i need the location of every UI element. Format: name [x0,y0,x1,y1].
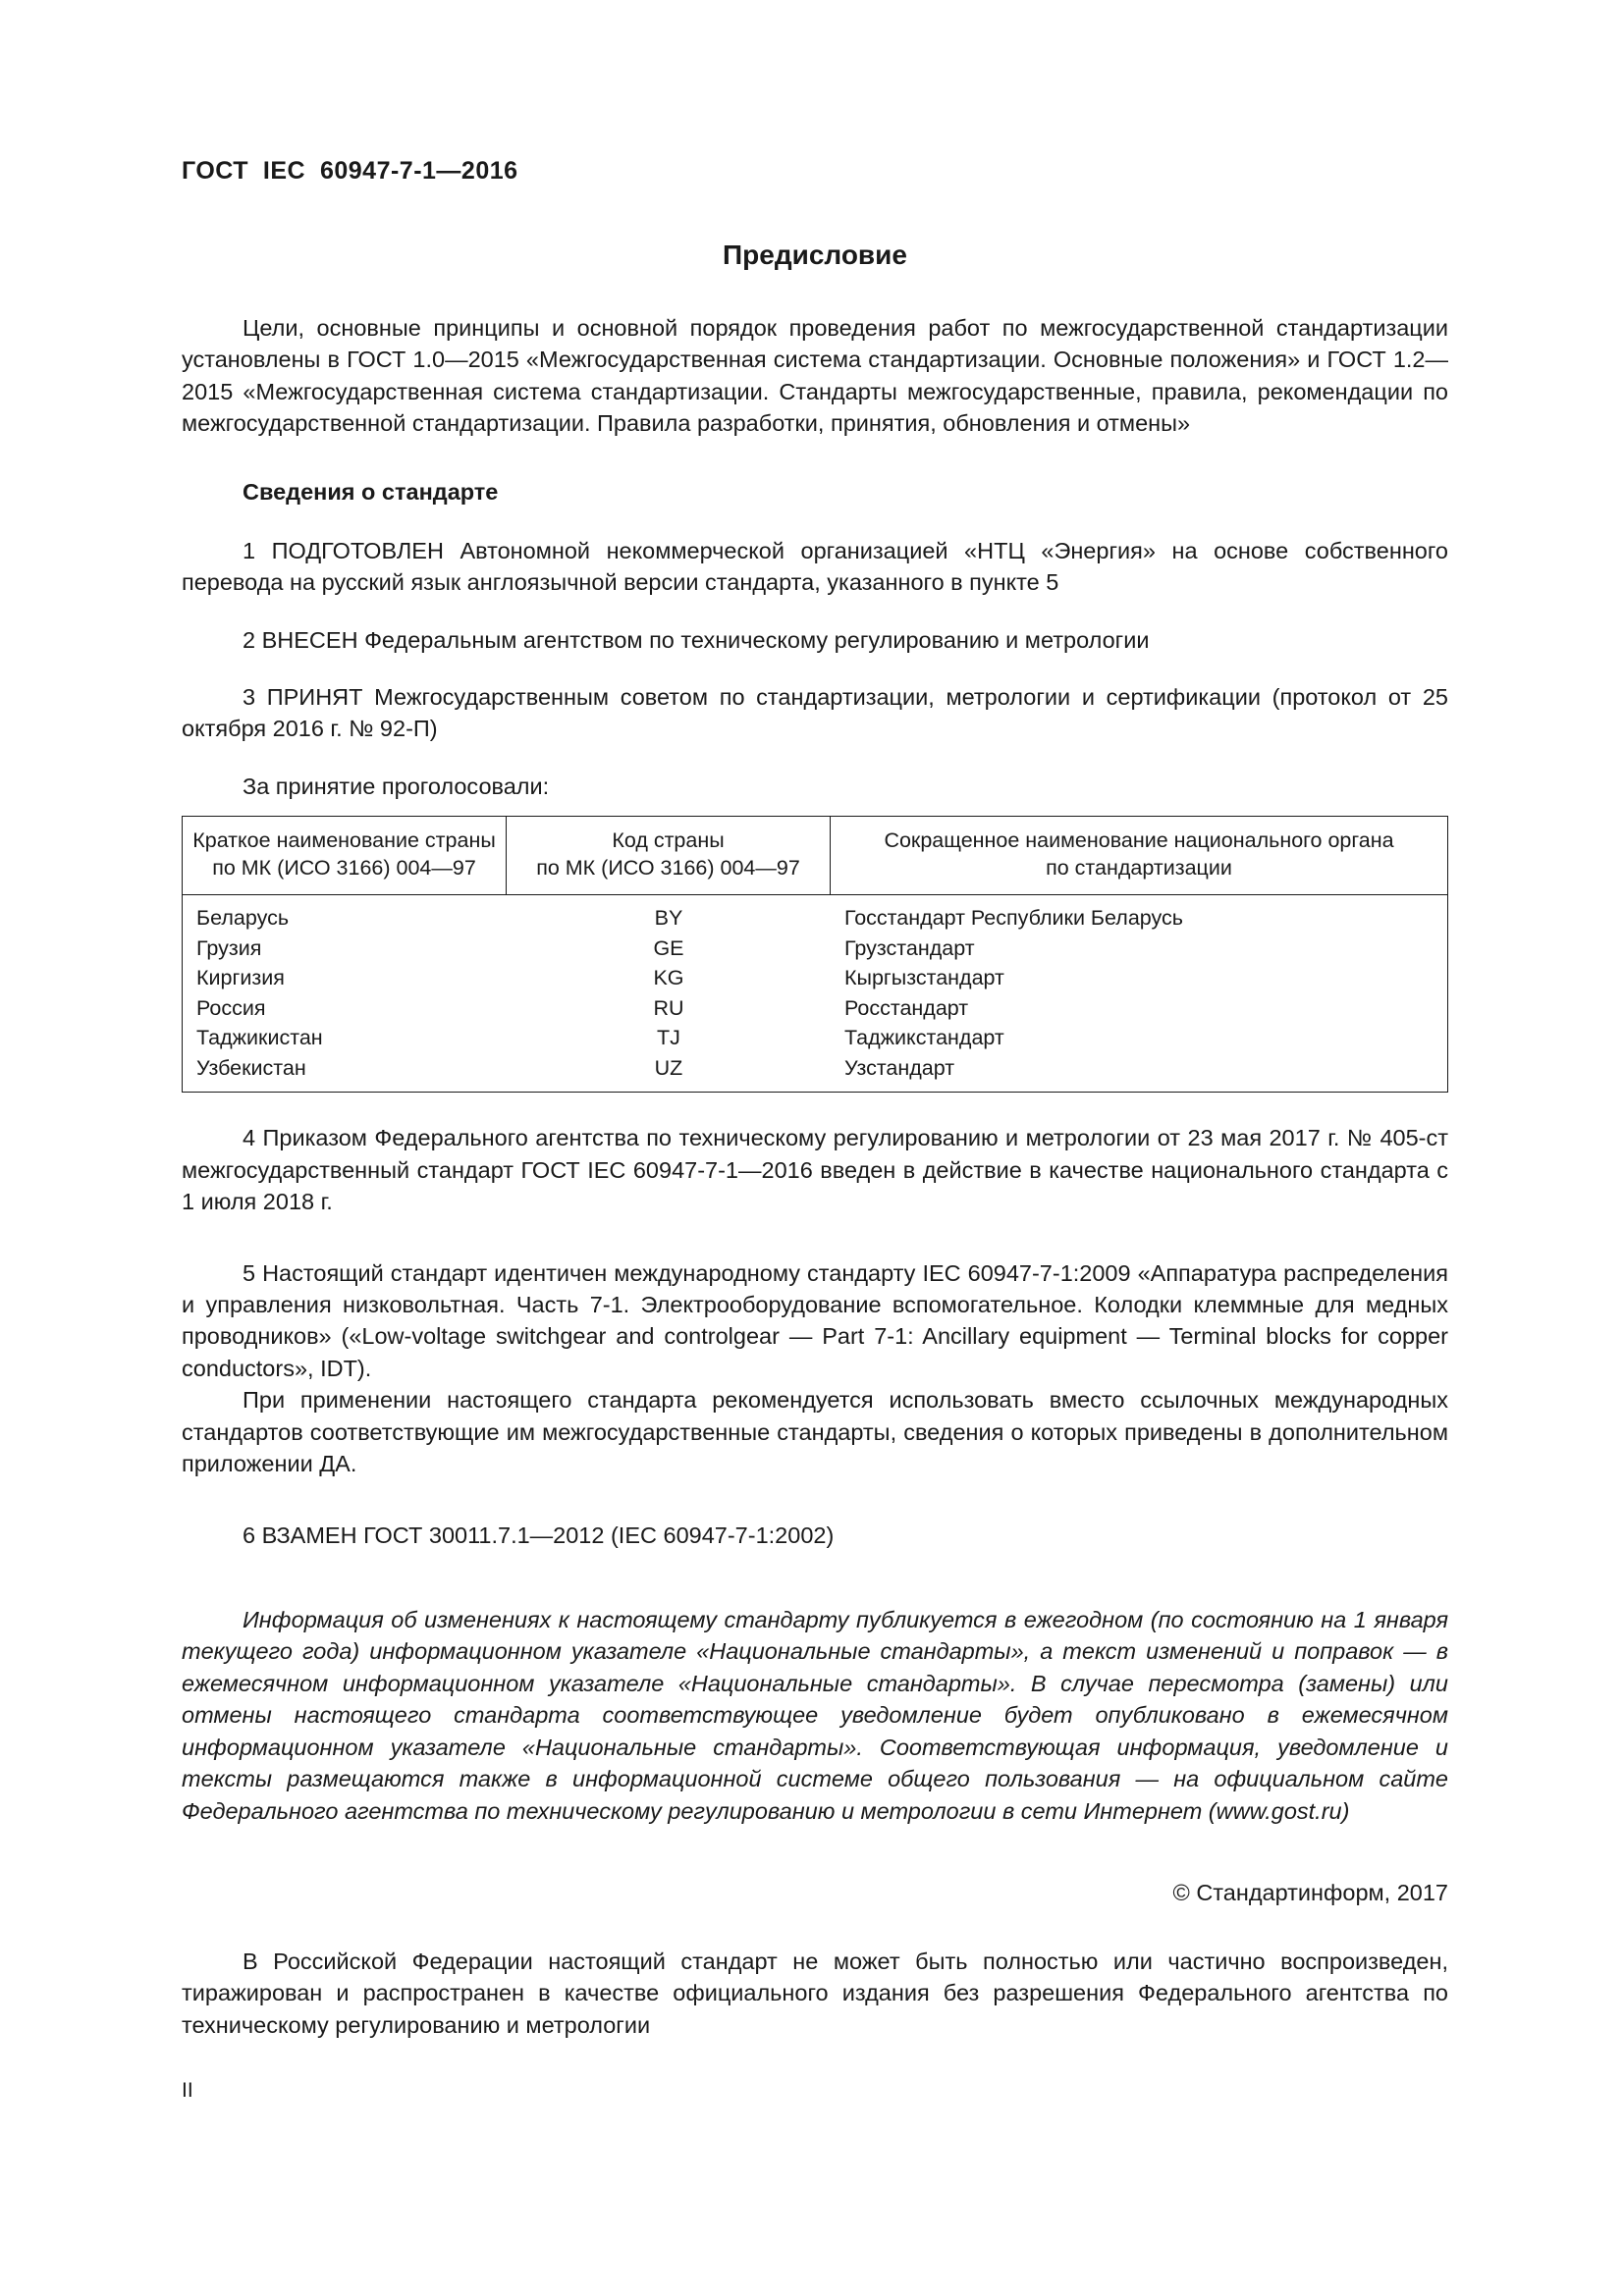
clause-1: 1 ПОДГОТОВЛЕН Автономной некоммерческой организацией «НТЦ «Энергия» на основе собственного перевода на русский язык англоязычной версии стандарта, указанного в пункте 5 [182,537,1448,596]
cell-org: Грузстандарт [844,935,975,960]
cell-code: GE [653,935,684,960]
table-row [183,993,1447,1024]
cell-org: Таджикстандарт [844,1026,1004,1050]
voting-countries-table-body [182,895,1448,1093]
column-header-country-line1: Краткое наименование страны [192,828,496,853]
cell-country: Грузия [196,935,262,960]
column-header-country [183,817,507,895]
table-row [183,1023,1447,1053]
cell-country: Таджикистан [196,1026,323,1050]
spacer [182,1576,1448,1604]
cell-country: Узбекистан [196,1055,306,1080]
copyright-line: © Стандартинформ, 2017 [1172,1879,1448,1905]
page-number: II [182,2079,193,2102]
clause-4: 4 Приказом Федерального агентства по техническому регулированию и метрологии от 23 мая 2017 г. № 405-ст межгосударственный стандарт ГОСТ IEC 60947-7-1—2016 введен в действие в качестве национального стандарта с 1 июля 2018 г. [182,1125,1448,1215]
page-title: Предисловие [723,240,907,270]
cell-country: Россия [196,995,266,1020]
cell-country: Беларусь [196,906,290,931]
clause-2: 2 ВНЕСЕН Федеральным агентством по техническому регулированию и метрологии [243,626,1150,653]
spacer [182,465,1448,479]
cell-country: Киргизия [196,966,285,990]
clause-6: 6 ВЗАМЕН ГОСТ 30011.7.1—2012 (IEC 60947-7-1:2002) [243,1522,835,1548]
table-row [183,934,1447,964]
intro-paragraph: Цели, основные принципы и основной порядок проведения работ по межгосударственной стандартизации установлены в ГОСТ 1.0—2015 «Межгосударственная система стандартизации. Основные положения» и ГОСТ 1.2—2015 «Межгосударственная система стандартизации. Стандарты межгосударственные, правила, рекомендации по межгосударственной стандартизации. Правила разработки, принятия, обновления и отмены» [182,315,1448,437]
page-content [182,157,1448,2066]
column-header-country-line2: по МК (ИСО 3166) 004—97 [212,855,476,880]
section-subheading: Сведения о стандарте [243,478,499,505]
column-header-org-line2: по стандартизации [1046,855,1232,880]
column-header-org [831,817,1448,895]
column-header-code [507,817,831,895]
spacer [182,1932,1448,1946]
clause-5: 5 Настоящий стандарт идентичен международному стандарту IEC 60947-7-1:2009 «Аппаратура распределения и управления низковольтная. Часть 7-1. Электрооборудование вспомогательное. Колодки клеммные для медных проводников» («Low-voltage switchgear and controlgear — Part 7-1: Ancillary equipment — Terminal blocks for copper conductors», IDT). [182,1259,1448,1381]
table-row [183,895,1447,934]
reproduction-notice: В Российской Федерации настоящий стандарт не может быть полностью или частично воспроизведен, тиражирован и распространен в качестве официального издания без разрешения Федерального агентства по техническому регулированию и метрологии [182,1948,1448,2038]
cell-code: BY [654,906,683,931]
clause-5-note: При применении настоящего стандарта рекомендуется использовать вместо ссылочных международных стандартов соответствующие им межгосударственные стандарты, сведения о которых приведены в дополнительном приложении ДА. [182,1387,1448,1477]
table-row [183,963,1447,993]
amendments-notice-text: Информация об изменениях к настоящему стандарту публикуется в ежегодном (по состоянию на 1 января текущего года) информационном указателе «Национальные стандарты», а текст изменений и поправок — в ежемесячном информационном указателе «Национальные стандарты». В случае пересмотра (замены) или отмены настоящего стандарта соответствующее уведомление будет опубликовано в ежемесячном информационном указателе «Национальные стандарты». Соответствующая информация, уведомление и тексты размещаются также в информационной системе общего пользования — на официальном сайте Федерального агентства по техническому регулированию и метрологии в сети Интернет (www.gost.ru) [182,1606,1448,1824]
cell-org: Госстандарт Республики Беларусь [844,906,1183,931]
standard-designation [182,157,1448,186]
column-header-org-line1: Сокращенное наименование национального органа [884,828,1394,853]
column-header-code-line2: по МК (ИСО 3166) 004—97 [536,855,800,880]
spacer [182,1506,1448,1520]
cell-code: RU [653,995,684,1020]
spacer [182,1244,1448,1257]
voting-countries-table-head [182,816,1448,895]
cell-org: Кыргызстандарт [844,966,1004,990]
table-header-row [183,817,1448,895]
amendments-notice [182,1604,1448,1827]
cell-org: Росстандарт [844,995,969,1020]
cell-code: KG [653,966,684,990]
vote-caption: За принятие проголосовали: [243,773,550,799]
cell-code: TJ [657,1026,680,1050]
spacer [182,1852,1448,1880]
cell-code: UZ [654,1055,683,1080]
cell-org: Узстандарт [844,1055,955,1080]
column-header-code-line1: Код страны [612,828,725,853]
voting-countries-rows [183,895,1447,1092]
standard-designation-text: ГОСТ IEC 60947-7-1—2016 [182,157,518,185]
table-row [183,1053,1447,1093]
clause-3: 3 ПРИНЯТ Межгосударственным советом по стандартизации, метрологии и сертификации (протокол от 25 октября 2016 г. № 92-П) [182,683,1448,742]
